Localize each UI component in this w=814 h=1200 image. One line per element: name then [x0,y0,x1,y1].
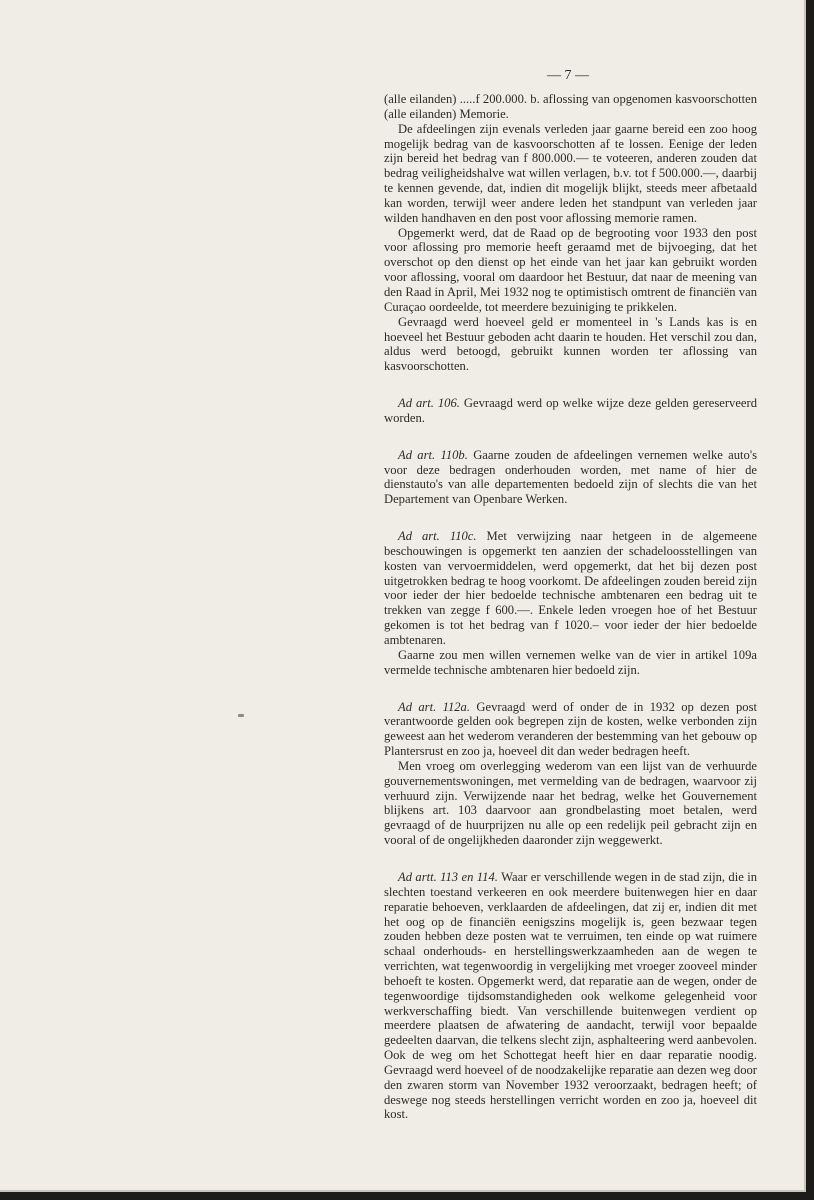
text-column [384,92,757,1122]
article-paragraph: Ad artt. 113 en 114. Waar er verschillende wegen in de stad zijn, die in slechten toestand verkeeren en ook meerdere buitenwegen hier en daar reparatie behoeven, verklaarden de afdeelingen, dat zij er, indien dit met het oog op de financiën eenigszins mogelijk is, geen bezwaar tegen zouden hebben deze posten wat te verruimen, ten einde op wat ruimere schaal onderhouds- en herstellingswerkzaamheden aan de wegen te verrichten, wat tegenwoordig in vergelijking met vroeger zooveel minder behoeft te kosten. Opgemerkt werd, dat reparatie aan de wegen, onder de tegenwoordige tijdsomstandigheden ook welkome gelegenheid voor werkverschaffing biedt. Van verschillende buitenwegen verdient op meerdere plaatsen de afwatering de aandacht, terwijl voor bepaalde gedeelten daarvan, die telkens slecht zijn, asphalteering werd aanbevolen. Ook de weg om het Schottegat heeft hier en daar reparatie noodig. Gevraagd werd hoeveel of de noodzakelijke reparatie aan dezen weg door den zwaren storm van November 1932 veroorzaakt, bedragen heeft; of deswege nog steeds herstellingen verricht worden en zoo ja, hoeveel dit kost. [384,869,758,1122]
paragraph: (alle eilanden) .....f 200.000. b. aflossing van opgenomen kasvoorschotten (alle eilanden) Memorie. [384,92,757,121]
paragraph: Gevraagd werd hoeveel geld er momenteel in 's Lands kas is en hoeveel het Bestuur geboden acht daarin te houden. Het verschil zou dan, aldus werd betoogd, gebruikt kunnen worden ter aflossing van kasvoorschotten. [384,314,757,374]
article-paragraph: Ad art. 106. Gevraagd werd op welke wijze deze gelden gereserveerd worden. [384,396,758,425]
paragraph: Gaarne zou men willen vernemen welke van de vier in artikel 109a vermelde technische ambtenaren hier bedoeld zijn. [384,647,757,677]
article-reference: Ad art. 106. [398,396,460,411]
page-number: — 7 — [547,68,589,83]
article-paragraph: Ad art. 110b. Gaarne zouden de afdeelingen vernemen welke auto's voor deze bedragen onderhouden worden, met name of hier de dienstauto's van alle departementen bedoeld zijn of slechts die van het Departement van Openbare Werken. [384,447,758,507]
article-reference: Ad artt. 113 en 114. [398,869,498,884]
article-reference: Ad art. 112a. [398,699,471,714]
article-paragraph: Ad art. 110c. Met verwijzing naar hetgeen in de algemeene beschouwingen is opgemerkt ten aanzien der schadeloosstellingen van kosten van vervoermiddelen, werd opgemerkt, dat het bij dezen post uitgetrokken bedrag te hoog voorkomt. De afdeelingen zouden bereid zijn voor ieder der hier bedoelde technische ambtenaren een bedrag uit te trekken van zegge f 600.—. Enkele leden vroegen hoe of het Bestuur gekomen is tot het bedrag van f 1020.– voor ieder der hier bedoelde ambtenaren. [384,529,757,647]
article-reference: Ad art. 110c. [398,529,477,544]
paragraph: Men vroeg om overlegging wederom van een lijst van de verhuurde gouvernementswoningen, met vermelding van de bedragen, waarvoor zij verhuurd zijn. Verwijzende naar het bedrag, welke het Gouvernement blijkens art. 103 daarvoor aan grondbelasting moet betalen, werd gevraagd of de huurprijzen nu alle op een redelijk peil gebracht zijn en vooral of de ongelijkheden daaronder zijn weggewerkt. [384,758,757,848]
article-paragraph: Ad art. 112a. Gevraagd werd of onder de in 1932 op dezen post verantwoorde gelden ook begrepen zijn de kosten, welke verbonden zijn geweest aan het wederom veranderen der bestemming van het gebouw op Plantersrust en zoo ja, hoeveel dit dan weder bedragen heeft. [384,699,757,759]
article-reference: Ad art. 110b. [398,447,468,462]
scan-mark [238,714,244,717]
paragraph: De afdeelingen zijn evenals verleden jaar gaarne bereid een zoo hoog mogelijk bedrag van de kasvoorschotten af te lossen. Eenige der leden zijn bereid het bedrag van f 800.000.— te voteeren, anderen zouden dat bedrag veiligheidshalve wat willen verlagen, b.v. tot f 500.000.—, daarbij te kennen gevende, dat, indien dit mogelijk blijkt, steeds meer afbetaald kan worden, terwijl weer andere leden het standpunt van verleden jaar wilden handhaven en den post voor aflossing memorie ramen. [384,121,757,225]
paragraph: Opgemerkt werd, dat de Raad op de begrooting voor 1933 den post voor aflossing pro memorie heeft geraamd met de bijvoeging, dat het overschot op den dienst op het einde van het jaar kan gebruikt worden voor aflossing, vooral om daardoor het Bestuur, dat naar de meening van den Raad in April, Mei 1932 nog te optimistisch omtrent de financiën van Curaçao oordeelde, tot meerdere bezuiniging te prikkelen. [384,225,757,314]
